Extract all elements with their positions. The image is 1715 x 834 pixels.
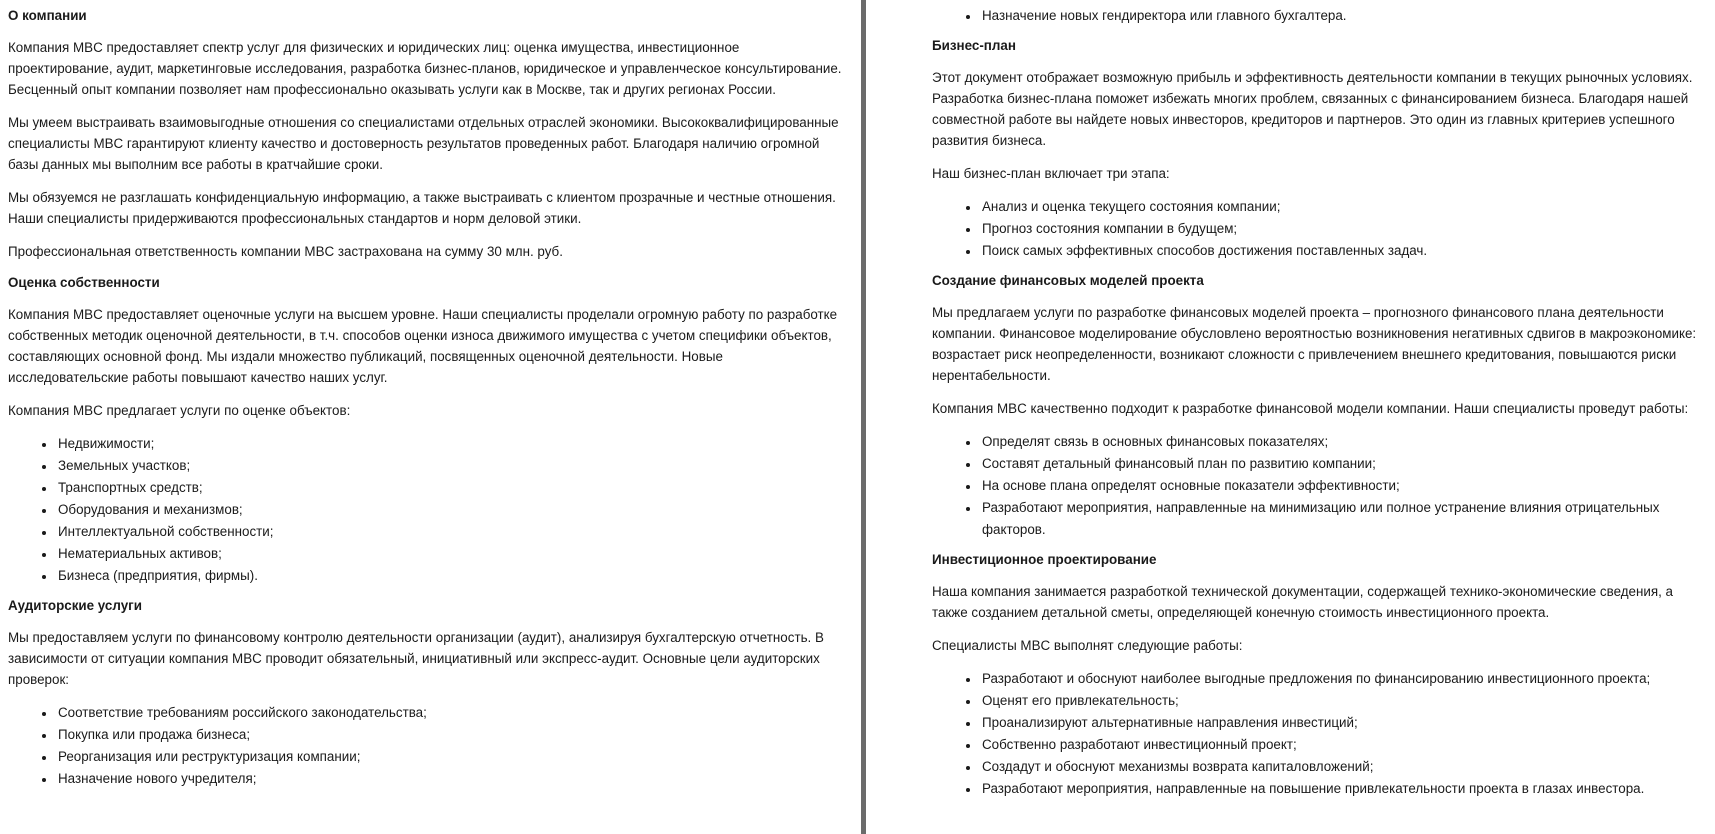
list-item: • Нематериальных активов;: [56, 543, 844, 565]
bullet-list: [932, 196, 1711, 262]
paragraph: Мы предлагаем услуги по разработке финансовых моделей проекта – прогнозного финансового плана деятельности компании. Финансовое моделирование обусловлено вероятностью возникновения негативных сдвигов в макроэкономике: возрастает риск неопределенности, возникают сложности с привлечением внешнего кредитования, повышаются риски нерентабельности.: [932, 305, 1697, 383]
list-item: • Создадут и обоснуют механизмы возврата капиталовложений;: [980, 756, 1711, 778]
list-item: • Собственно разработают инвестиционный проект;: [980, 734, 1711, 756]
paragraph: Этот документ отображает возможную прибыль и эффективность деятельности компании в текущих рыночных условиях. Разработка бизнес-плана поможет избежать многих проблем, связанных с финансированием бизнеса. Благодаря нашей совместной работе вы найдете новых инвесторов, кредиторов и партнеров. Это один из главных критериев успешного развития бизнеса.: [932, 70, 1693, 148]
list-item: • Составят детальный финансовый план по развитию компании;: [980, 453, 1711, 475]
section-heading: Бизнес-план: [932, 38, 1016, 53]
paragraph: Профессиональная ответственность компании MBC застрахована на сумму 30 млн. руб.: [8, 244, 563, 259]
paragraph: Наша компания занимается разработкой технической документации, содержащей технико-экономические сведения, а также созданием детальной сметы, определяющей конечную стоимость инвестиционного проекта.: [932, 584, 1674, 620]
bullet-list: [8, 433, 844, 587]
section-heading: О компании: [8, 8, 87, 23]
list-item: • Определят связь в основных финансовых показателях;: [980, 431, 1711, 453]
list-item: • Недвижимости;: [56, 433, 844, 455]
list-item: • Анализ и оценка текущего состояния компании;: [980, 196, 1711, 218]
right-column-content: [871, 0, 1715, 800]
list-item: • На основе плана определят основные показатели эффективности;: [980, 475, 1711, 497]
list-item: • Покупка или продажа бизнеса;: [56, 724, 844, 746]
list-item: • Земельных участков;: [56, 455, 844, 477]
section-heading: Аудиторские услуги: [8, 598, 142, 613]
list-item: • Бизнеса (предприятия, фирмы).: [56, 565, 844, 587]
section-heading: Создание финансовых моделей проекта: [932, 273, 1204, 288]
bullet-list: [932, 431, 1711, 541]
paragraph: Компания MBC предлагает услуги по оценке объектов:: [8, 403, 351, 418]
list-item: • Реорганизация или реструктуризация компании;: [56, 746, 844, 768]
section-heading: Оценка собственности: [8, 275, 160, 290]
column-divider: [861, 0, 866, 834]
right-column: [871, 0, 1715, 834]
list-item: • Поиск самых эффективных способов достижения поставленных задач.: [980, 240, 1711, 262]
paragraph: Компания MBC предоставляет оценочные услуги на высшем уровне. Наши специалисты проделали огромную работу по разработке собственных методик оценочной деятельности, в т.ч. способов оценки износа движимого имущества с учетом специфики объектов, составляющих основной фонд. Мы издали множество публикаций, посвященных оценочной деятельности. Новые исследовательские работы повышают качество наших услуг.: [8, 307, 838, 385]
paragraph: Компания MBC предоставляет спектр услуг для физических и юридических лиц: оценка имущества, инвестиционное проектирование, аудит, маркетинговые исследования, разработка бизнес-планов, юридическое и управленческое консультирование. Бесценный опыт компании позволяет нам профессионально оказывать услуги как в Москве, так и других регионах России.: [8, 40, 842, 97]
list-item: • Разработают мероприятия, направленные на минимизацию или полное устранение влияния отрицательных факторов.: [980, 497, 1711, 541]
paragraph: Компания MBC качественно подходит к разработке финансовой модели компании. Наши специалисты проведут работы:: [932, 401, 1689, 416]
list-item: • Оборудования и механизмов;: [56, 499, 844, 521]
paragraph: Наш бизнес-план включает три этапа:: [932, 166, 1170, 181]
paragraph: Мы умеем выстраивать взаимовыгодные отношения со специалистами отдельных отраслей экономики. Высококвалифицированные специалисты MBC гарантируют клиенту качество и достоверность результатов проведенных работ. Благодаря наличию огромной базы данных мы выполним все работы в кратчайшие сроки.: [8, 115, 839, 172]
list-item: • Разработают и обоснуют наиболее выгодные предложения по финансированию инвестиционного проекта;: [980, 668, 1711, 690]
list-item: • Интеллектуальной собственности;: [56, 521, 844, 543]
list-item: • Разработают мероприятия, направленные на повышение привлекательности проекта в глазах инвестора.: [980, 778, 1711, 800]
section-heading: Инвестиционное проектирование: [932, 552, 1157, 567]
bullet-list: [8, 702, 844, 790]
list-item: • Транспортных средств;: [56, 477, 844, 499]
paragraph: Мы обязуемся не разглашать конфиденциальную информацию, а также выстраивать с клиентом прозрачные и честные отношения. Наши специалисты придерживаются профессиональных стандартов и норм деловой этики.: [8, 190, 836, 226]
list-item: • Соответствие требованиям российского законодательства;: [56, 702, 844, 724]
list-item: • Оценят его привлекательность;: [980, 690, 1711, 712]
list-item: • Проанализируют альтернативные направления инвестиций;: [980, 712, 1711, 734]
bullet-list: [932, 668, 1711, 800]
list-item: • Назначение новых гендиректора или главного бухгалтера.: [980, 5, 1711, 27]
bullet-list: [932, 5, 1711, 27]
paragraph: Специалисты MBC выполнят следующие работы:: [932, 638, 1243, 653]
left-column-content: [0, 0, 858, 790]
list-item: • Прогноз состояния компании в будущем;: [980, 218, 1711, 240]
list-item: • Назначение нового учредителя;: [56, 768, 844, 790]
paragraph: Мы предоставляем услуги по финансовому контролю деятельности организации (аудит), анализируя бухгалтерскую отчетность. В зависимости от ситуации компания MBC проводит обязательный, инициативный или экспресс-аудит. Основные цели аудиторских проверок:: [8, 630, 824, 687]
